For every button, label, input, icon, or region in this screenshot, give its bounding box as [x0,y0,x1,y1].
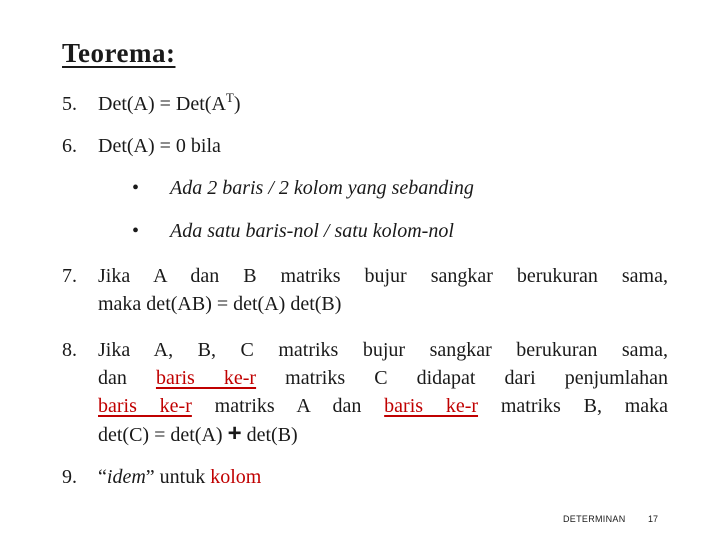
highlight-baris-ke-r: baris ke-r [384,395,479,417]
bullet-text: Ada satu baris-nol / satu kolom-nol [170,220,454,242]
item-line: maka det(AB) = det(A) det(B) [98,293,342,315]
item-number: 8. [62,339,77,361]
highlight-baris-ke-r: baris ke-r [155,367,257,389]
transpose-superscript: T [225,90,234,105]
item-line: Jika A, B, C matriks bujur sangkar berukuran sama, [98,339,668,361]
idem-word: idem [106,466,146,488]
bullet-dot: • [132,220,140,242]
item-line: det(C) = det(A) + det(B) [98,420,298,447]
item-line: baris ke-r matriks A dan baris ke-r matriks B, maka [98,395,669,417]
bullet-text: Ada 2 baris / 2 kolom yang sebanding [170,177,474,199]
item-number: 5. [62,93,77,115]
item-text: “idem” untuk kolom [98,466,262,488]
theorem-item-8 [62,336,668,449]
theorem-item-7 [62,262,668,318]
item-line: dan baris ke-r matriks C didapat dari penjumlahan [98,367,668,389]
slide-title: Teorema: [62,38,176,68]
plus-sign: + [227,420,242,447]
theorem-item-5 [62,90,668,118]
item-line: Jika A dan B matriks bujur sangkar berukuran sama, [98,265,668,287]
highlight-baris-ke-r: baris ke-r [98,395,192,417]
theorem-item-9 [62,463,668,491]
item-number: 6. [62,135,77,157]
page-number: 17 [648,514,659,524]
item-text: Det(A) = 0 bila [98,135,221,157]
bullet-item [132,174,474,202]
theorem-item-6 [62,132,668,160]
item-number: 9. [62,466,77,488]
item-number: 7. [62,265,77,287]
bullet-dot: • [132,177,140,199]
item-text: $Det(A) = Det(A^T)$ [98,90,241,115]
bullet-item [132,217,454,245]
highlight-kolom: kolom [210,466,262,488]
footer-label: DETERMINAN [563,514,626,524]
